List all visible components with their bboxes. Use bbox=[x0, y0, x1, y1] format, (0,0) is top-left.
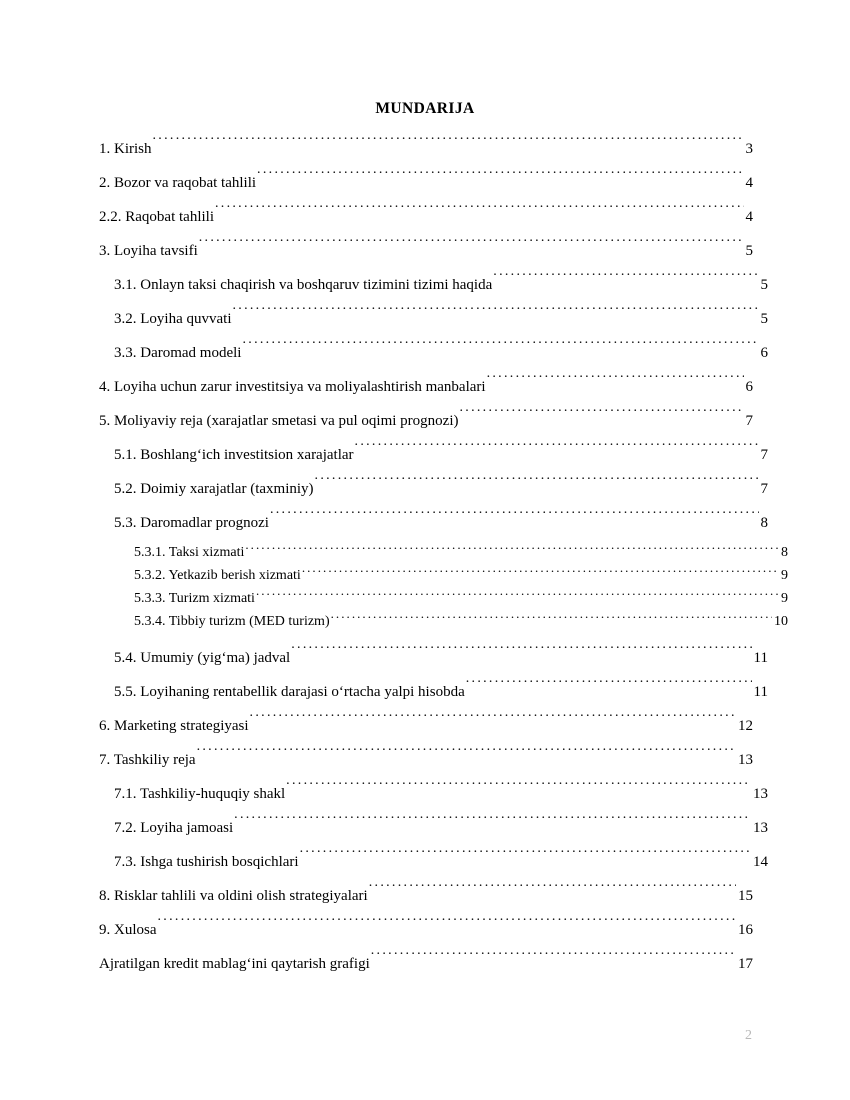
toc-entry-page-number: 6 bbox=[760, 345, 768, 361]
toc-dot-leader bbox=[215, 205, 744, 221]
toc-entry-page-number: 4 bbox=[745, 175, 753, 191]
footer-page-number: 2 bbox=[745, 1028, 752, 1043]
toc-dot-leader bbox=[199, 239, 744, 255]
toc-entry[interactable] bbox=[99, 947, 753, 981]
toc-entry-label: 9. Xulosa bbox=[99, 922, 157, 938]
page-title: MUNDARIJA bbox=[375, 100, 475, 117]
toc-entry[interactable] bbox=[99, 404, 753, 438]
toc-entry-label: 3.1. Onlayn taksi chaqirish va boshqaruv tizimini tizimi haqida bbox=[114, 277, 493, 293]
toc-entry-page-number: 9 bbox=[781, 591, 788, 606]
toc-entry-page-number: 16 bbox=[738, 922, 753, 938]
toc-entry[interactable] bbox=[99, 200, 753, 234]
toc-entry-label: 3. Loyiha tavsifi bbox=[99, 243, 198, 259]
toc-entry-page-number: 5 bbox=[760, 277, 768, 293]
toc-dot-leader bbox=[493, 273, 758, 289]
toc-entry[interactable] bbox=[114, 268, 768, 302]
toc-entry[interactable] bbox=[99, 132, 753, 166]
toc-entry[interactable] bbox=[99, 743, 753, 777]
toc-entry[interactable] bbox=[99, 879, 753, 913]
toc-entry-label: 1. Kirish bbox=[99, 141, 152, 157]
toc-entry-label: 3.3. Daromad modeli bbox=[114, 345, 242, 361]
toc-entry-page-number: 7 bbox=[745, 413, 753, 429]
toc-dot-leader bbox=[250, 714, 736, 730]
toc-entry-label: 5.1. Boshlangʻich investitsion xarajatlar bbox=[114, 447, 354, 463]
toc-dot-leader bbox=[197, 748, 736, 764]
toc-dot-leader bbox=[466, 680, 752, 696]
toc-entry-label: 3.2. Loyiha quvvati bbox=[114, 311, 232, 327]
table-of-contents bbox=[99, 132, 788, 981]
toc-entry[interactable] bbox=[99, 370, 753, 404]
toc-entry[interactable] bbox=[134, 609, 788, 632]
toc-entry-label: 7.3. Ishga tushirish bosqichlari bbox=[114, 854, 299, 870]
toc-dot-leader bbox=[315, 477, 759, 493]
toc-dot-leader bbox=[300, 850, 751, 866]
toc-entry-page-number: 13 bbox=[738, 752, 753, 768]
toc-dot-leader bbox=[270, 511, 759, 527]
toc-dot-leader bbox=[371, 952, 736, 968]
toc-entry-page-number: 8 bbox=[760, 515, 768, 531]
toc-entry[interactable] bbox=[114, 641, 768, 675]
toc-dot-leader bbox=[158, 918, 737, 934]
toc-entry-label: Ajratilgan kredit mablagʻini qaytarish grafigi bbox=[99, 956, 370, 972]
toc-dot-leader bbox=[459, 409, 743, 425]
toc-entry-label: 5. Moliyaviy reja (xarajatlar smetasi va pul oqimi prognozi) bbox=[99, 413, 459, 429]
toc-dot-leader bbox=[369, 884, 736, 900]
toc-entry[interactable] bbox=[99, 709, 753, 743]
toc-entry[interactable] bbox=[134, 540, 788, 563]
toc-dot-leader bbox=[286, 782, 751, 798]
toc-entry[interactable] bbox=[114, 438, 768, 472]
toc-entry-page-number: 11 bbox=[753, 650, 768, 666]
toc-entry[interactable] bbox=[99, 913, 753, 947]
toc-entry-label: 7. Tashkiliy reja bbox=[99, 752, 196, 768]
toc-entry[interactable] bbox=[114, 302, 768, 336]
toc-entry-page-number: 9 bbox=[781, 568, 788, 583]
toc-entry-page-number: 15 bbox=[738, 888, 753, 904]
toc-entry-page-number: 6 bbox=[745, 379, 753, 395]
toc-entry[interactable] bbox=[114, 811, 768, 845]
toc-entry-page-number: 3 bbox=[745, 141, 753, 157]
toc-entry-label: 5.3.1. Taksi xizmati bbox=[134, 545, 245, 560]
toc-entry[interactable] bbox=[99, 234, 753, 268]
toc-entry-page-number: 13 bbox=[753, 820, 768, 836]
toc-dot-leader bbox=[302, 563, 779, 579]
toc-entry[interactable] bbox=[114, 506, 768, 540]
toc-dot-leader bbox=[487, 375, 744, 391]
toc-entry-label: 7.2. Loyiha jamoasi bbox=[114, 820, 234, 836]
toc-entry-page-number: 13 bbox=[753, 786, 768, 802]
toc-entry[interactable] bbox=[114, 675, 768, 709]
toc-entry-label: 5.3. Daromadlar prognozi bbox=[114, 515, 269, 531]
toc-entry-label: 5.2. Doimiy xarajatlar (taxminiy) bbox=[114, 481, 314, 497]
toc-entry-page-number: 7 bbox=[760, 481, 768, 497]
toc-entry-label: 4. Loyiha uchun zarur investitsiya va moliyalashtirish manbalari bbox=[99, 379, 486, 395]
toc-entry[interactable] bbox=[114, 845, 768, 879]
toc-entry-page-number: 14 bbox=[753, 854, 768, 870]
toc-dot-leader bbox=[355, 443, 759, 459]
toc-entry-label: 7.1. Tashkiliy-huquqiy shakl bbox=[114, 786, 286, 802]
toc-entry-label: 5.5. Loyihaning rentabellik darajasi oʻrtacha yalpi hisobda bbox=[114, 684, 465, 700]
toc-entry-page-number: 11 bbox=[753, 684, 768, 700]
toc-entry-label: 6. Marketing strategiyasi bbox=[99, 718, 249, 734]
toc-entry-page-number: 12 bbox=[738, 718, 753, 734]
toc-dot-leader bbox=[153, 137, 744, 153]
toc-entry[interactable] bbox=[134, 586, 788, 609]
toc-dot-leader bbox=[331, 609, 772, 625]
toc-entry-page-number: 17 bbox=[738, 956, 753, 972]
toc-entry-page-number: 8 bbox=[781, 545, 788, 560]
toc-entry-label: 2.2. Raqobat tahlili bbox=[99, 209, 214, 225]
toc-entry-page-number: 4 bbox=[745, 209, 753, 225]
toc-entry-label: 2. Bozor va raqobat tahlili bbox=[99, 175, 257, 191]
toc-entry-label: 5.4. Umumiy (yigʻma) jadval bbox=[114, 650, 291, 666]
toc-entry-page-number: 10 bbox=[774, 614, 788, 629]
toc-entry[interactable] bbox=[134, 563, 788, 586]
toc-entry[interactable] bbox=[99, 166, 753, 200]
toc-entry-label: 8. Risklar tahlili va oldini olish strategiyalari bbox=[99, 888, 368, 904]
toc-entry-page-number: 5 bbox=[760, 311, 768, 327]
toc-entry[interactable] bbox=[114, 777, 768, 811]
toc-dot-leader bbox=[242, 341, 758, 357]
toc-dot-leader bbox=[257, 171, 743, 187]
toc-entry-page-number: 5 bbox=[745, 243, 753, 259]
toc-dot-leader bbox=[234, 816, 751, 832]
toc-entry[interactable] bbox=[114, 336, 768, 370]
toc-entry-page-number: 7 bbox=[760, 447, 768, 463]
toc-dot-leader bbox=[291, 646, 751, 662]
toc-entry-label: 5.3.2. Yetkazib berish xizmati bbox=[134, 568, 301, 583]
toc-dot-leader bbox=[232, 307, 758, 323]
toc-entry[interactable] bbox=[114, 472, 768, 506]
toc-dot-leader bbox=[245, 540, 779, 556]
toc-entry-label: 5.3.3. Turizm xizmati bbox=[134, 591, 255, 606]
toc-dot-leader bbox=[256, 586, 779, 602]
toc-entry-label: 5.3.4. Tibbiy turizm (MED turizm) bbox=[134, 614, 330, 629]
